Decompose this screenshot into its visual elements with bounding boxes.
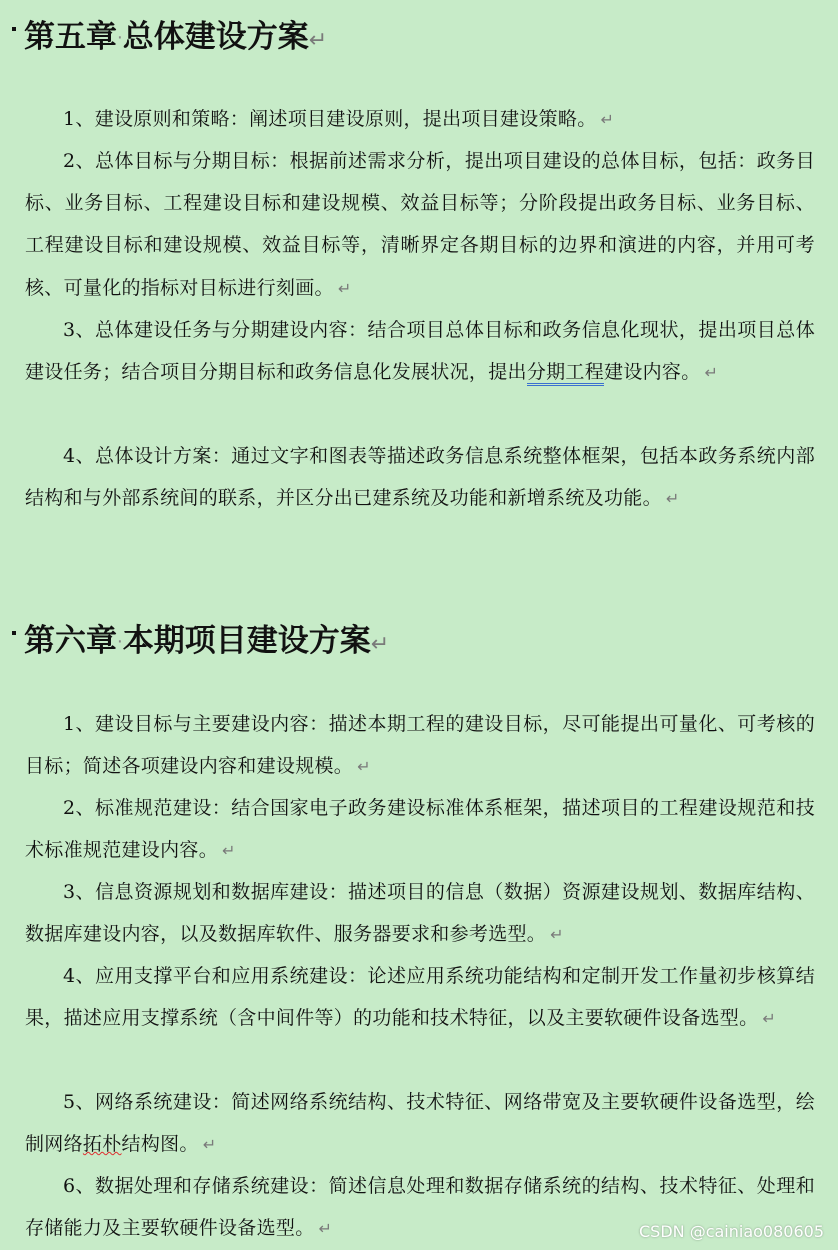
paragraph-mark: ↵ xyxy=(222,841,236,861)
paragraph-mark: ↵ xyxy=(704,363,719,383)
chapter5-title-main: 总体建设方案 xyxy=(122,19,309,55)
heading-marker xyxy=(12,27,16,31)
csdn-watermark: CSDN @cainiao080605 xyxy=(638,1222,824,1241)
paragraph-mark: ↵ xyxy=(762,1009,777,1029)
space-dot: · xyxy=(117,631,123,653)
space-dot: · xyxy=(117,27,123,49)
paragraph-mark: ↵ xyxy=(337,278,352,298)
chapter6-paragraph-3: 3、信息资源规划和数据库建设：描述项目的信息（数据）资源建设规划、数据库结构、数据库建设内容，以及数据库软件、服务器要求和参考选型。 ↵ xyxy=(25,881,815,946)
paragraph-mark: ↵ xyxy=(357,757,371,777)
chapter6-title-main: 本期项目建设方案 xyxy=(122,623,371,659)
chapter6-title-prefix: 第六章 xyxy=(24,623,117,659)
chapter5-paragraph-1: 1、建设原则和策略：阐述项目建设原则，提出项目建设策略。 ↵ xyxy=(63,108,615,130)
chapter6-paragraph-4: 4、应用支撑平台和应用系统建设：论述应用系统功能结构和定制开发工作量初步核算结果，描述应用支撑系统（含中间件等）的功能和技术特征，以及主要软硬件设备选型。 ↵ xyxy=(25,965,815,1030)
chapter6-paragraph-5: 5、网络系统建设：简述网络系统结构、技术特征、网络带宽及主要软硬件设备选型，绘制网络拓朴结构图。 ↵ xyxy=(25,1091,815,1156)
paragraph-mark: ↵ xyxy=(318,1219,333,1239)
chapter5-paragraph-2: 2、总体目标与分期目标：根据前述需求分析，提出项目建设的总体目标，包括：政务目标、业务目标、工程建设目标和建设规模、效益目标等；分阶段提出政务目标、业务目标、工程建设目标和建设规模、效益目标等，清晰界定各期目标的边界和演进的内容，并用可考核、可量化的指标对目标进行刻画。 ↵ xyxy=(25,150,815,299)
chapter5-paragraph-4: 4、总体设计方案：通过文字和图表等描述政务信息系统整体框架，包括本政务系统内部结构和与外部系统间的联系，并区分出已建系统及功能和新增系统及功能。 ↵ xyxy=(25,445,815,510)
chapter6-paragraph-6: 6、数据处理和存储系统建设：简述信息处理和数据存储系统的结构、技术特征、处理和存储能力及主要软硬件设备选型。 ↵ xyxy=(25,1175,815,1240)
chapter6-paragraph-1: 1、建设目标与主要建设内容：描述本期工程的建设目标，尽可能提出可量化、可考核的目标；简述各项建设内容和建设规模。 ↵ xyxy=(25,713,815,778)
grammar-underline: 分期工程 xyxy=(527,361,604,386)
paragraph-mark: ↵ xyxy=(600,110,615,129)
paragraph-mark: ↵ xyxy=(202,1135,217,1155)
heading-marker xyxy=(12,631,16,635)
paragraph-mark: ↵ xyxy=(308,28,328,53)
spelling-underline: 拓朴 xyxy=(82,1133,122,1156)
chapter5-paragraph-3: 3、总体建设任务与分期建设内容：结合项目总体目标和政务信息化现状，提出项目总体建设任务；结合项目分期目标和政务信息化发展状况，提出分期工程建设内容。 ↵ xyxy=(25,309,815,394)
paragraph-mark: ↵ xyxy=(550,925,564,945)
paragraph-mark: ↵ xyxy=(665,489,680,509)
chapter6-heading xyxy=(12,622,389,664)
paragraph-mark: ↵ xyxy=(370,632,390,657)
chapter5-heading xyxy=(12,18,327,60)
chapter6-paragraph-2: 2、标准规范建设：结合国家电子政务建设标准体系框架，描述项目的工程建设规范和技术标准规范建设内容。 ↵ xyxy=(25,797,815,862)
chapter5-title-prefix: 第五章 xyxy=(24,19,117,55)
